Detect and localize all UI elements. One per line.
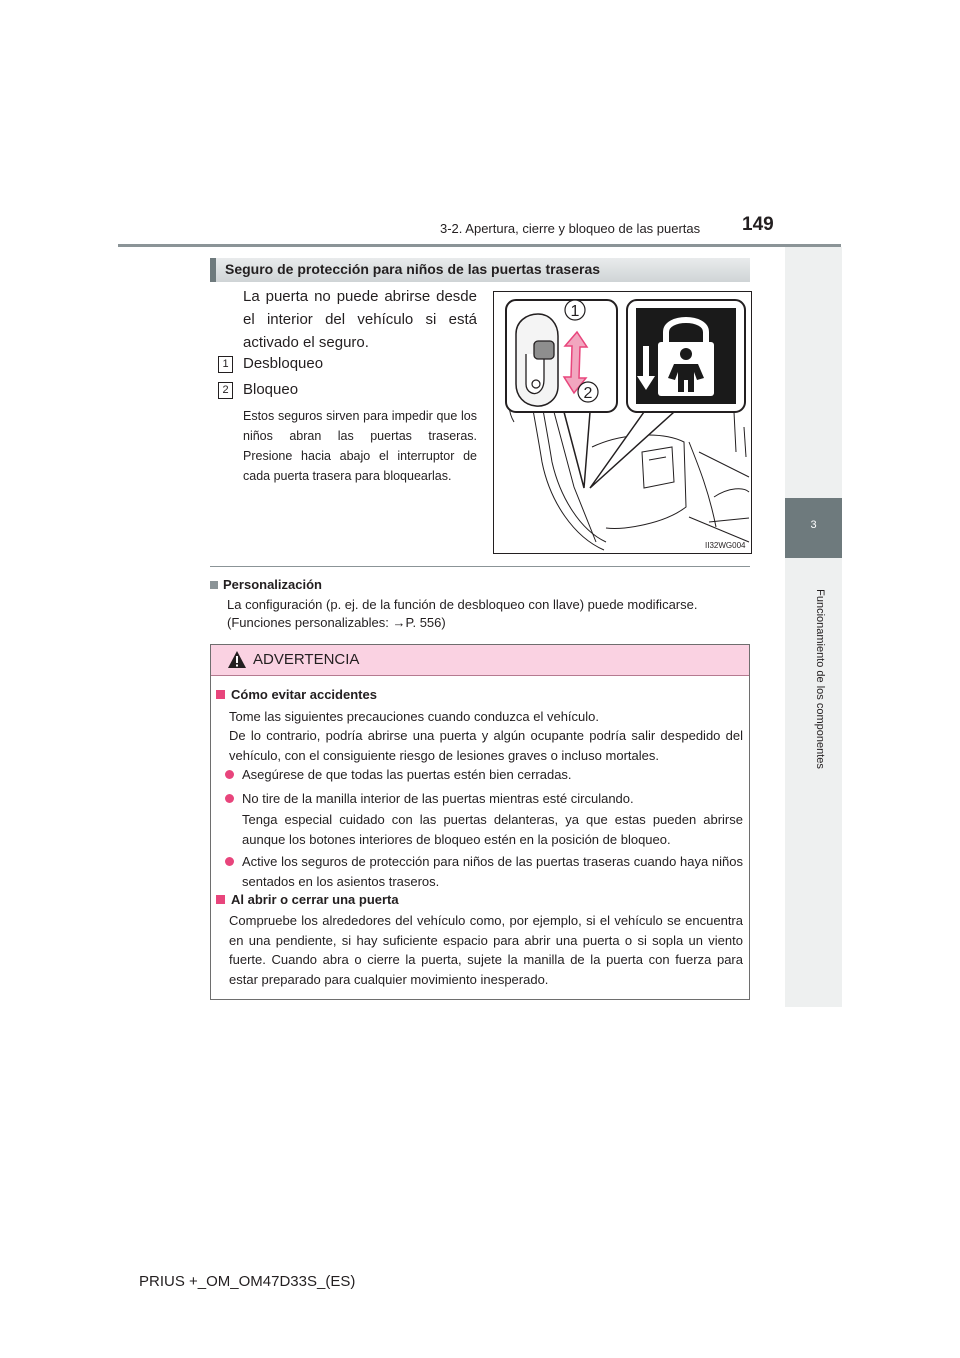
warning-title: ADVERTENCIA xyxy=(253,651,360,668)
running-header-section: 3-2. Apertura, cierre y bloqueo de las puertas xyxy=(440,221,701,236)
item-number-2: 2 xyxy=(218,382,233,399)
warning-text-precautions: Tome las siguientes precauciones cuando conduzca el vehículo. xyxy=(229,709,600,724)
illustration-code: II32WG004 xyxy=(705,541,746,550)
side-tab-chapter-number: 3 xyxy=(810,519,817,531)
warning-text-consequence: De lo contrario, podría abrirse una puerta y algún ocupante podría salir despedido del vehículo, con el consiguiente riesgo de lesiones graves o incluso mortales. xyxy=(229,728,743,763)
circle-bullet-icon xyxy=(225,770,234,779)
section-intro: La puerta no puede abrirse desde el interior del vehículo si está activado el seguro. xyxy=(243,288,477,351)
svg-text:1: 1 xyxy=(570,303,580,320)
warning-box xyxy=(210,644,750,1000)
square-bullet-icon xyxy=(216,895,225,904)
personalization-text-1: La configuración (p. ej. de la función de desbloqueo con llave) puede modificarse. xyxy=(227,597,698,612)
item-number-1: 1 xyxy=(218,356,233,373)
personalization-heading xyxy=(210,577,322,592)
section-divider xyxy=(210,566,750,567)
section-title-marker xyxy=(210,258,216,282)
child-lock-symbol xyxy=(636,308,736,404)
side-tab-chapter-title: Funcionamiento de los componentes xyxy=(814,589,826,769)
item-label-lock: Bloqueo xyxy=(243,381,299,398)
square-bullet-icon xyxy=(216,690,225,699)
personalization-text-2: (Funciones personalizables: →P. 556) xyxy=(227,615,446,630)
callout-pointers xyxy=(564,412,674,488)
warning-triangle-icon xyxy=(227,650,247,669)
warning-heading-open-close: Al abrir o cerrar una puerta xyxy=(216,892,399,907)
warning-text-front-doors: Tenga especial cuidado con las puertas delanteras, ya que estas pueden abrirse aunque los botones interiores de bloqueo estén en la posición de bloqueo. xyxy=(242,812,743,847)
item-label-unlock: Desbloqueo xyxy=(243,355,324,372)
door-diagram-svg xyxy=(494,292,751,553)
page-number: 149 xyxy=(742,214,774,235)
circle-bullet-icon xyxy=(225,794,234,803)
warning-text-surroundings: Compruebe los alrededores del vehículo como, por ejemplo, si el vehículo se encuentra en una pendiente, si hay suficiente espacio para abrir una puerta o si sopla un viento fuerte. Cuando abra o cierre la puerta, sujete la manilla de la puerta con fuerza para estar preparado para cualquier movimiento inesperado. xyxy=(229,913,743,987)
child-lock-illustration xyxy=(493,291,752,554)
warning-bullet-inner-handle: No tire de la manilla interior de las puertas mientras esté circulando. xyxy=(216,789,743,809)
personalization-title: Personalización xyxy=(223,577,322,592)
square-bullet-icon xyxy=(210,581,218,589)
section-title: Seguro de protección para niños de las puertas traseras xyxy=(225,261,601,277)
section-title-bar xyxy=(210,258,750,282)
document-code: PRIUS +_OM_OM47D33S_(ES) xyxy=(139,1273,356,1290)
lock-switch-detail xyxy=(516,314,558,406)
section-note: Estos seguros sirven para impedir que los niños abran las puertas traseras. Presione hacia abajo el interruptor de cada puerta trasera para bloquearlas. xyxy=(243,409,477,483)
warning-heading-avoid-accidents: Cómo evitar accidentes xyxy=(216,687,377,702)
warning-header xyxy=(211,645,749,676)
circle-bullet-icon xyxy=(225,857,234,866)
svg-text:2: 2 xyxy=(583,385,593,402)
header-rule xyxy=(118,244,841,247)
warning-bullet-child-locks: Active los seguros de protección para niños de las puertas traseras cuando haya niños sentados en los asientos traseros. xyxy=(216,852,743,891)
warning-bullet-doors-closed: Asegúrese de que todas las puertas estén bien cerradas. xyxy=(216,765,743,785)
